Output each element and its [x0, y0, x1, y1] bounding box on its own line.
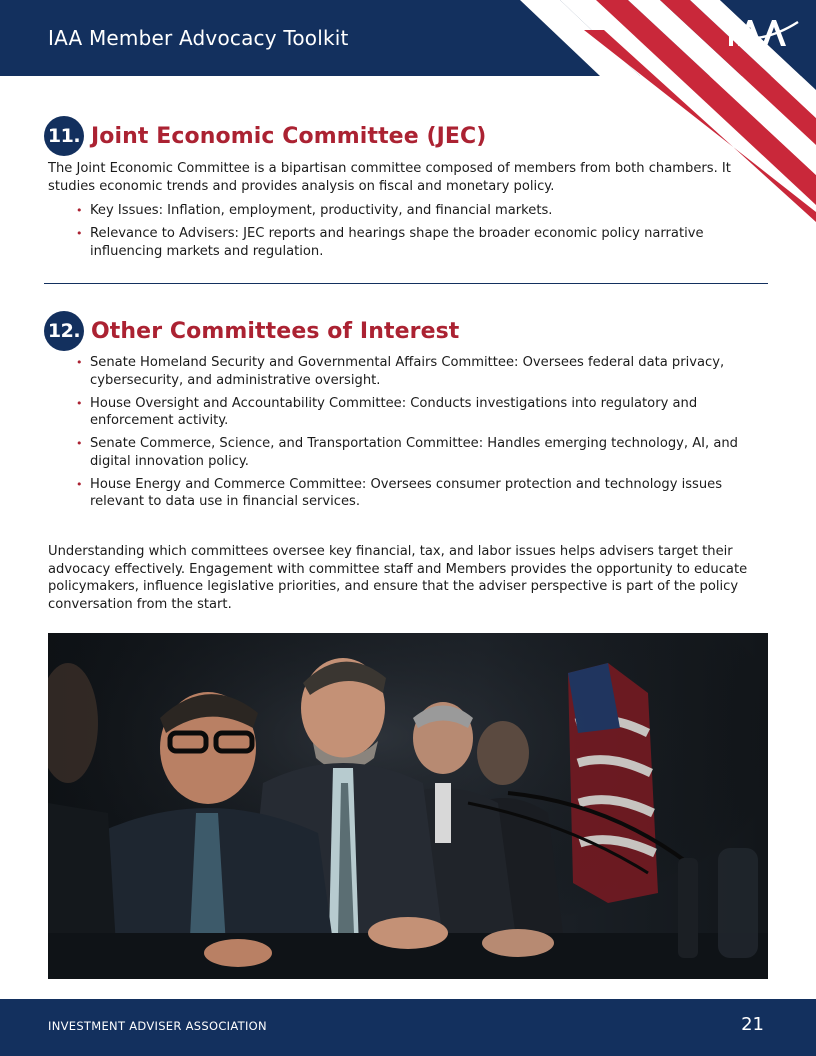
bullet-dot-icon: •	[76, 356, 83, 369]
section-divider	[44, 283, 768, 284]
section-number-badge: 11.	[44, 116, 84, 156]
bullet-dot-icon: •	[76, 396, 83, 410]
footer-organization: INVESTMENT ADVISER ASSOCIATION	[48, 1019, 267, 1033]
bullet-text: Oversees federal data privacy, cybersecurity, and administrative oversight.	[90, 355, 725, 388]
bullet-dot-icon: •	[76, 437, 83, 450]
list-item	[76, 476, 766, 511]
iaa-logo	[726, 14, 800, 50]
section-number-badge: 12.	[44, 311, 84, 351]
list-item	[76, 435, 766, 470]
section-11-bullets	[76, 202, 766, 266]
bullet-lead: House Energy and Commerce Committee:	[90, 476, 367, 492]
bullet-lead: Senate Homeland Security and Governmental Affairs Committee:	[90, 355, 519, 370]
bullet-text: Conducts investigations into regulatory and enforcement activity.	[90, 395, 698, 428]
bullet-dot-icon: •	[76, 227, 83, 240]
list-item	[76, 202, 766, 220]
header-title: IAA Member Advocacy Toolkit	[48, 26, 349, 50]
bullet-dot-icon: •	[76, 204, 83, 217]
section-11-intro: The Joint Economic Committee is a bipartisan committee composed of members from both chambers. It studies economic trends and provides analysis on fiscal and monetary policy.	[48, 161, 731, 194]
bullet-text: JEC reports and hearings shape the broader economic policy narrative influencing markets and regulation.	[90, 226, 704, 259]
section-title: Joint Economic Committee (JEC)	[91, 123, 487, 149]
list-item	[76, 395, 766, 430]
section-11-heading	[44, 116, 486, 156]
list-item	[76, 354, 766, 389]
section-title: Other Committees of Interest	[91, 318, 460, 344]
bullet-text: Handles emerging technology, AI, and digital innovation policy.	[90, 436, 738, 469]
bullet-lead: Key Issues:	[90, 203, 163, 218]
closing-paragraph: Understanding which committees oversee key financial, tax, and labor issues helps advisers target their advocacy effectively. Engagement with committee staff and Members provides the opportunity to educate policymakers, influence legislative priorities, and ensure that the adviser perspective is part of the policy conversation from the start.	[48, 544, 748, 612]
section-12-heading	[44, 311, 459, 351]
page-footer	[0, 999, 816, 1056]
list-item	[76, 225, 766, 260]
hearing-illustration	[48, 633, 768, 979]
bullet-lead: Relevance to Advisers:	[90, 226, 239, 241]
flag-stripes-decoration	[0, 0, 816, 230]
bullet-text: Oversees consumer protection and technology issues relevant to data use in financial services.	[90, 476, 723, 509]
section-12-bullets	[76, 354, 766, 516]
hearing-panel-photo	[48, 633, 768, 979]
page-number: 21	[741, 1014, 764, 1035]
bullet-text: Inflation, employment, productivity, and financial markets.	[163, 203, 553, 218]
bullet-lead: Senate Commerce, Science, and Transportation Committee:	[90, 436, 484, 451]
bullet-dot-icon: •	[76, 477, 83, 491]
bullet-lead: House Oversight and Accountability Committee:	[90, 395, 407, 411]
